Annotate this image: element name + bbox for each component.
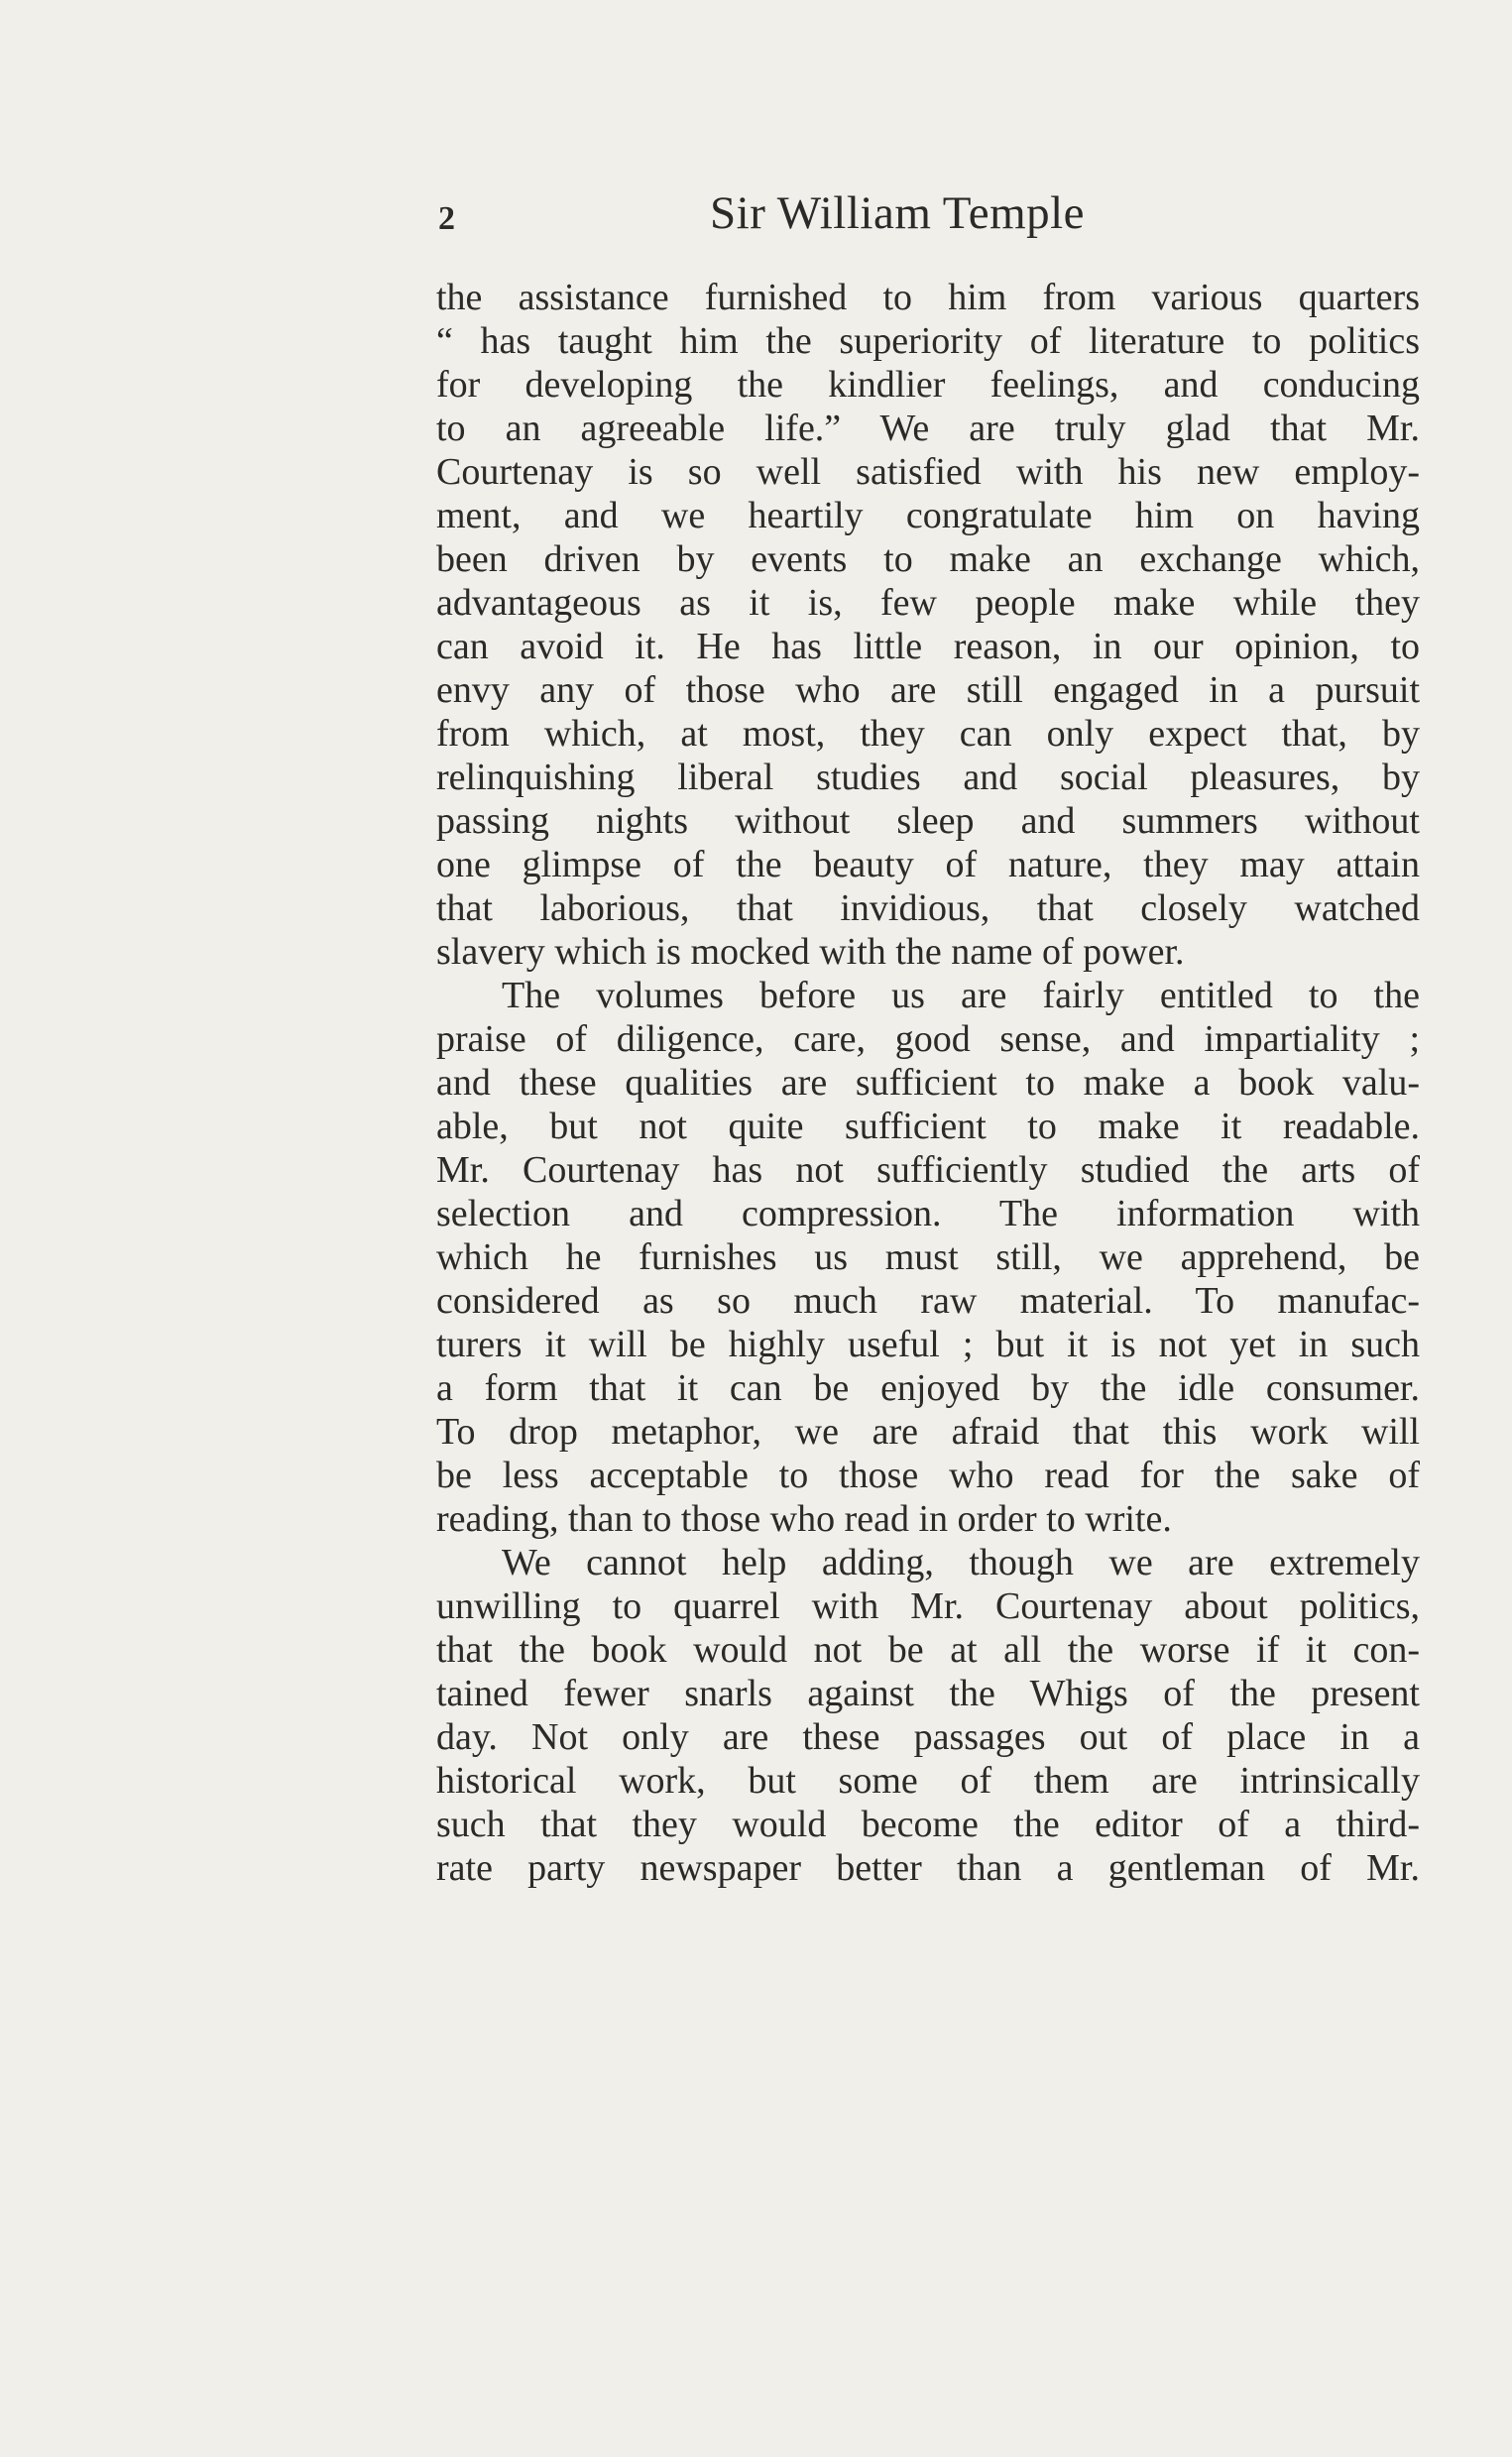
body-text <box>436 276 1420 1890</box>
text-line: We cannot help adding, though we are extremely <box>502 1542 1420 1583</box>
text-line: “ has taught him the superiority of literature to politics <box>436 320 1420 362</box>
text-line: Mr. Courtenay has not sufficiently studied the arts of <box>436 1149 1420 1191</box>
text-line: relinquishing liberal studies and social pleasures, by <box>436 757 1420 798</box>
text-line: envy any of those who are still engaged in a pursuit <box>436 669 1420 711</box>
text-line: that laborious, that invidious, that closely watched <box>436 887 1420 929</box>
text-line: considered as so much raw material. To manufac- <box>436 1280 1420 1322</box>
text-line: selection and compression. The information with <box>436 1193 1420 1234</box>
text-line: one glimpse of the beauty of nature, they may attain <box>436 844 1420 885</box>
text-line: advantageous as it is, few people make while they <box>436 582 1420 624</box>
text-line: ment, and we heartily congratulate him on having <box>436 495 1420 536</box>
text-line: turers it will be highly useful ; but it is not yet in such <box>436 1324 1420 1365</box>
text-line: been driven by events to make an exchange which, <box>436 538 1420 580</box>
text-line: tained fewer snarls against the Whigs of the present <box>436 1673 1420 1714</box>
text-line: a form that it can be enjoyed by the idle consumer. <box>436 1367 1420 1409</box>
page-number: 2 <box>438 200 456 237</box>
text-line: Courtenay is so well satisfied with his new employ- <box>436 451 1420 493</box>
text-line: can avoid it. He has little reason, in our opinion, to <box>436 626 1420 667</box>
text-line: able, but not quite sufficient to make it readable. <box>436 1106 1420 1147</box>
text-line: the assistance furnished to him from various quarters <box>436 277 1420 318</box>
text-line: rate party newspaper better than a gentleman of Mr. <box>436 1847 1420 1889</box>
text-line: reading, than to those who read in order to write. <box>436 1498 1172 1540</box>
text-line: that the book would not be at all the worse if it con- <box>436 1629 1420 1671</box>
running-head <box>436 186 1428 246</box>
paragraph-2 <box>436 974 1420 1541</box>
text-line: slavery which is mocked with the name of power. <box>436 931 1185 973</box>
text-line: be less acceptable to those who read for the sake of <box>436 1455 1420 1496</box>
text-line: praise of diligence, care, good sense, and impartiality ; <box>436 1018 1420 1060</box>
text-line: which he furnishes us must still, we apprehend, be <box>436 1236 1420 1278</box>
text-line: passing nights without sleep and summers without <box>436 800 1420 842</box>
text-line: and these qualities are sufficient to make a book valu- <box>436 1062 1420 1104</box>
paragraph-1 <box>436 276 1420 974</box>
text-line: To drop metaphor, we are afraid that this work will <box>436 1411 1420 1453</box>
text-line: unwilling to quarrel with Mr. Courtenay about politics, <box>436 1585 1420 1627</box>
text-line: for developing the kindlier feelings, and conducing <box>436 364 1420 406</box>
running-title: Sir William Temple <box>710 187 1086 239</box>
text-line: historical work, but some of them are intrinsically <box>436 1760 1420 1802</box>
paragraph-3 <box>436 1541 1420 1890</box>
text-line: to an agreeable life.” We are truly glad that Mr. <box>436 408 1420 449</box>
text-line: The volumes before us are fairly entitled to the <box>502 975 1420 1016</box>
text-line: such that they would become the editor of a third- <box>436 1804 1420 1845</box>
text-line: day. Not only are these passages out of place in a <box>436 1716 1420 1758</box>
text-line: from which, at most, they can only expect that, by <box>436 713 1420 755</box>
